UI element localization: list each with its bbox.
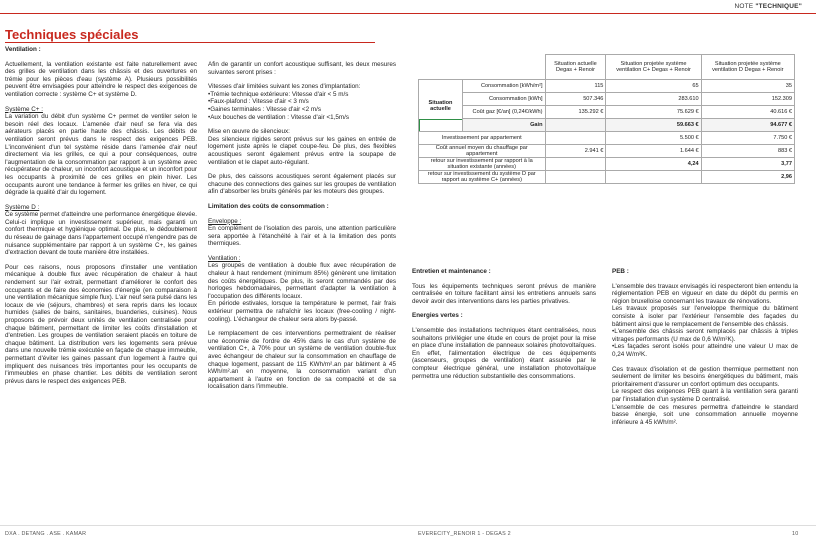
table-cell: 152.309	[701, 93, 794, 106]
row-label: Coût gaz [€/an] (0,24€/kWh)	[463, 106, 546, 119]
row-label: Coût annuel moyen du chauffage par appartement	[419, 145, 546, 158]
column-peb	[612, 268, 798, 426]
paragraph: L'ensemble des installations techniques étant centralisées, nous souhaitons privilégier une étude en cours de projet pour la mise en place d'une installation de panneaux solaires photovoltaïques. En effet, l'alimentation électrique de ces équipements (ascenseurs, groupes de ventilation) étant assurée par le compteur électrique général, une installation photovoltaïque permettra une réduction substantielle des consommations.	[412, 326, 596, 380]
section-heading: Energies vertes :	[412, 312, 463, 320]
spacer	[412, 320, 596, 327]
section-heading: Système C+ :	[5, 105, 43, 113]
table-row	[419, 145, 795, 158]
footer-project: EVERECITY_RENOIR 1 - DEGAS 2	[418, 531, 511, 537]
column-entretien	[412, 268, 596, 380]
table-cell: 2.941 €	[545, 145, 606, 158]
paragraph: Pour ces raisons, nous proposons d'installer une ventilation mécanique à double flux avec récupération de chaleur à haut rendement sur l'air extrait, permettant d'améliorer le confort des occupants et de faire des économies d'énergie (en comparaison à une ventilation mécanique simple flux). L'air neuf sera pulsé dans les locaux de vie (séjours, chambres) et sera repris dans les locaux humides (salles de bains, sanitaires, buanderies, cuisines). Nous proposons de prévoir deux unités de ventilation centralisée pour chaque bâtiment, permettant de limiter les coûts d'installation et d'entretien. Les groupes de ventilation seraient placés en toiture de chaque bâtiment. La distribution vers les logements sera prévue dans une nouvelle trémie exécutée en façade de chaque immeuble, permettant d'éviter les gaines passant d'un logement à l'autre qui impliquent des nuisances très importantes pour les occupants de l'immeubles en phase chantier. Les débits de ventilation seront prévus dans le respect des exigences PEB.	[5, 263, 197, 385]
paragraph: Le respect des exigences PEB quant à la ventilation sera garanti par l'installation d'un système D centralisé.	[612, 388, 798, 403]
paragraph: L'ensemble des travaux envisagés ici respecteront bien entendu la réglementation PEB en vigueur en date du dépôt du permis en région bruxelloise concernant les travaux de rénovations.	[612, 282, 798, 305]
footer-authors: DXA . DETANG . ASE . KAMAR	[5, 531, 87, 537]
paragraph: •Les façades seront isolés pour atteindre une valeur U max de 0,24 W/m²K.	[612, 343, 798, 358]
table-cell: 115	[545, 80, 606, 93]
paragraph: •L'ensemble des châssis seront remplacés par châssis à triples vitrages performants (U max de 0,6 W/m²K).	[612, 328, 798, 343]
page-title: Techniques spéciales	[5, 27, 139, 42]
paragraph: Ce système permet d'atteindre une performance énergétique élevée. Celui-ci implique un investissement supérieur, mais garanti un confort thermique et hygiénique optimal. De plus, le dédoublement du réseau de gainage dans l'appartement occupé n'engendre pas de nuisance supplémentaire par rapport à un système C+, les gaines d'extraction devant de toute manière être installées.	[5, 211, 197, 257]
row-label: retour sur investissement par rapport à la situation existante (années)	[419, 158, 546, 171]
table-cell	[545, 132, 606, 145]
paragraph: •Aux bouches de ventilation : Vitesse d'air <1,5m/s	[208, 113, 350, 121]
table-cell: 283.610	[606, 93, 701, 106]
row-label: retour sur investissement du système D par rapport au système C+ (années)	[419, 171, 546, 184]
paragraph: Le remplacement de ces interventions permettraient de réaliser une économie de l'ordre de 45% dans le cas d'un système de ventilation C+, à 70% pour un système de ventilation double-flux avec échangeur de chaleur sur la consommation en chauffage de chaque logement, passant de 115 KWh/m².an par bâtiment à 45 kWh/m².an en moyenne, la consommation variant d'un appartement à l'autre en fonction de sa compacité et de sa localisation dans l'immeuble.	[208, 330, 396, 391]
table-cell	[606, 171, 701, 184]
section-heading: Système D :	[5, 203, 40, 211]
paragraph: •Trémie technique extérieure: Vitesse d'air < 5 m/s	[208, 90, 349, 98]
spacer	[5, 197, 197, 204]
table-cell: 65	[606, 80, 701, 93]
section-heading: Enveloppe :	[208, 217, 242, 225]
table-cell	[545, 158, 606, 171]
table-cell: 35	[701, 80, 794, 93]
spacer	[612, 359, 798, 366]
table-cell: 94.677 €	[701, 119, 794, 132]
table-row	[419, 93, 795, 106]
paragraph: Afin de garantir un confort acoustique suffisant, les deux mesures suivantes seront prises :	[208, 61, 396, 76]
paragraph: L'ensemble de ces mesures permettra d'atteindre le standard basse énergie, soit une consommation annuelle moyenne inférieure à 45 kWh/m².	[612, 403, 798, 426]
table-cell: 5.500 €	[606, 132, 701, 145]
spacer	[5, 257, 197, 264]
spacer	[208, 121, 396, 128]
table-cell	[545, 119, 606, 132]
table-header-row	[419, 55, 795, 80]
page-number: 10	[792, 531, 799, 537]
row-label: Gain	[463, 119, 546, 132]
section-heading: Ventilation :	[208, 254, 241, 262]
paragraph: La variation du débit d'un système C+ permet de ventiler selon le besoin réel des locaux. L'amenée d'air neuf se fera via des aérateurs placés en partie haute des châssis. Les débits de ventilation seront prévus dans le respect des exigences PEB. L'inconvénient d'un tel système réside dans l'amenée d'air neuf directement via les grilles, ce qui a pour conséquences, outre l'augmentation de la consommation par rapport à un système avec récupérateur de chaleur, un inconfort acoustique et un inconfort pour les occupants à proximité de ces grilles en plein hiver. Les occupants auront une tendance à fermer les grilles en hiver, ce qui dégrade la qualité d'air du logement.	[5, 113, 197, 197]
note-label: NOTE "TECHNIQUE"	[734, 3, 802, 10]
column-acoustique	[208, 61, 396, 391]
section-heading: Ventilation :	[5, 46, 41, 53]
bottom-rule	[0, 525, 816, 526]
header-actuelle: Situation actuelle Degas + Renoir	[545, 55, 606, 80]
table-cell: 59.663 €	[606, 119, 701, 132]
section-heading: Entretien et maintenance :	[412, 268, 491, 275]
table-row	[419, 158, 795, 171]
top-rule	[0, 13, 816, 14]
table-cell: 135.292 €	[545, 106, 606, 119]
table-row	[419, 80, 795, 93]
paragraph: Mise en œuvre de silencieux:	[208, 128, 290, 136]
spacer	[5, 54, 197, 61]
paragraph: •Gaines terminales : Vitesse d'air <2 m/s	[208, 105, 322, 113]
column-ventilation	[5, 46, 197, 385]
table-cell: 40.616 €	[701, 106, 794, 119]
section-heading: Limitation des coûts de consommation :	[208, 202, 329, 210]
table-cell: 2,96	[701, 171, 794, 184]
spacer	[208, 248, 396, 255]
header-projetee-c: Situation projetée système ventilation C+ Degas + Renoir	[606, 55, 701, 80]
spacer	[412, 276, 596, 283]
spacer	[412, 305, 596, 312]
paragraph: En complément de l'isolation des parois, une attention particulière sera apportée à l'étanchéité à l'air et à la limitation des ponts thermiques.	[208, 225, 396, 248]
section-heading: PEB :	[612, 268, 629, 275]
energy-comparison-table	[418, 54, 795, 184]
paragraph: Les groupes de ventilation à double flux avec récupération de chaleur à haut rendement (minimum 85%) génèrent une limitation des coûts énergétiques. De plus, ils seront commandés par des horloges hebdomadaires, permettant d'adapter la ventilation à l'occupation des différents locaux.	[208, 262, 396, 300]
spacer	[208, 76, 396, 83]
spacer	[5, 99, 197, 106]
paragraph: Des silencieux rigides seront prévus sur les gaines en entrée de logement juste après le clapet coupe-feu. De plus, des flexibles acoustiques seront également prévus entre la soupape de ventilation et le clapet auto-régulant.	[208, 135, 396, 166]
paragraph: Vitesses d'air limitées suivant les zones d'implantation:	[208, 83, 361, 91]
table-cell: 7.750 €	[701, 132, 794, 145]
row-label: Investissement par appartement	[419, 132, 546, 145]
table-cell: 3,77	[701, 158, 794, 171]
title-rule	[5, 42, 375, 43]
row-group-label: Situation actuelle	[419, 80, 463, 132]
table-row	[419, 132, 795, 145]
spacer	[208, 323, 396, 330]
spacer	[208, 196, 396, 203]
paragraph: Ces travaux d'isolation et de gestion thermique permettent non seulement de limiter les besoins énergétiques du bâtiment, mais prioritairement d'assurer un confort optimum des occupants.	[612, 365, 798, 388]
table-cell: 883 €	[701, 145, 794, 158]
spacer	[208, 166, 396, 173]
table-cell: 75.629 €	[606, 106, 701, 119]
row-label: Consommation [kWh]	[463, 93, 546, 106]
table-row	[419, 119, 795, 132]
paragraph: De plus, des caissons acoustiques seront également placés sur chacune des connections des gaines sur les groupes de ventilation afin d'absorber les bruits générés par les moteurs des groupes.	[208, 173, 396, 196]
paragraph: •Faux-plafond : Vitesse d'air < 3 m/s	[208, 98, 309, 106]
table-cell: 1.644 €	[606, 145, 701, 158]
paragraph: Actuellement, la ventilation existante est faite naturellement avec des grilles de ventilation dans les châssis et des ouvertures en trémie pour les pièces d'eau (système A). Plusieurs possibilités peuvent être envisagées pour atteindre le respect des exigences de ventilation correcte : système C+ et système D.	[5, 60, 197, 98]
paragraph: En période estivales, lorsque la température le permet, l'air frais extérieur permettra de rafraîchir les locaux (free-cooling / night-cooling). L'échangeur de chaleur sera alors by-passé.	[208, 300, 396, 323]
spacer	[612, 276, 798, 283]
paragraph: Tous les équipements techniques seront prévus de manière centralisée en toiture facilitant ainsi les entretiens annuels sans devoir avoir des interventions dans les parties privatives.	[412, 282, 596, 305]
spacer	[208, 211, 396, 218]
table-cell	[545, 171, 606, 184]
header-projetee-d: Situation projetée système ventilation D Degas + Renoir	[701, 55, 794, 80]
table-cell: 4,24	[606, 158, 701, 171]
table-row	[419, 106, 795, 119]
table-cell: 507.346	[545, 93, 606, 106]
row-label: Consommation [kWh/m²]	[463, 80, 546, 93]
paragraph: Les travaux proposés sur l'enveloppe thermique du bâtiment consiste à isoler par l'extérieur l'ensemble des façades du bâtiment ainsi que le remplacement de l'ensemble des châssis.	[612, 305, 798, 328]
table-row	[419, 171, 795, 184]
